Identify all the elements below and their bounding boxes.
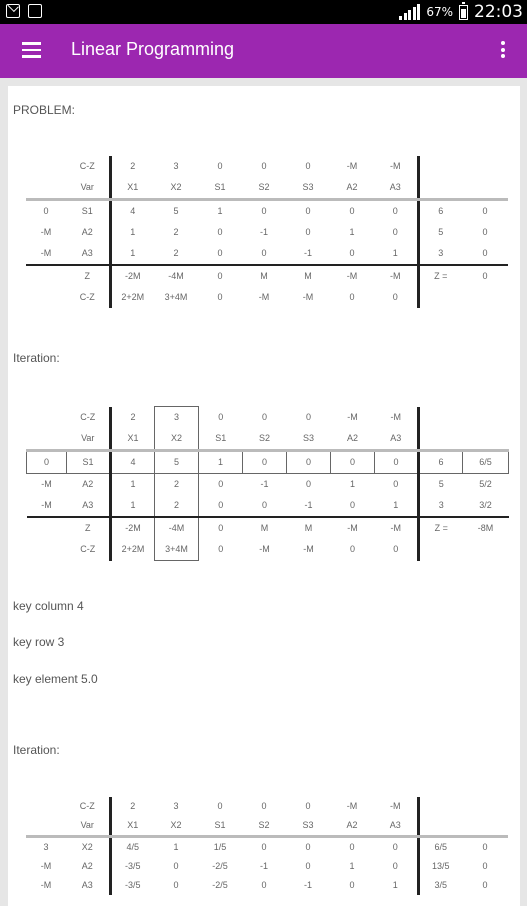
table-cell: 0 <box>217 292 223 302</box>
table-cell: -1 <box>287 495 331 517</box>
table-cell: 0 <box>331 451 375 474</box>
table-cell: 2 <box>110 797 154 816</box>
table-cell: 0 <box>218 523 224 533</box>
table-cell: 3/5 <box>418 876 462 895</box>
table-cell: 0 <box>217 801 223 811</box>
table-cell: -3/5 <box>110 857 154 876</box>
table-cell: A2 <box>330 816 374 837</box>
table-cell: 0 <box>305 801 311 811</box>
table-cell: 0 <box>242 243 286 265</box>
table-cell: -M <box>346 161 358 171</box>
table-cell: 6/5 <box>463 451 509 474</box>
table-cell: 0 <box>375 451 419 474</box>
table-cell: 0 <box>349 880 355 890</box>
table-row <box>27 428 509 451</box>
table-cell: 2 <box>110 156 154 177</box>
table-cell: 1 <box>111 474 155 496</box>
table-cell: 0 <box>482 206 488 216</box>
table-cell <box>462 797 508 816</box>
table-row <box>26 265 508 287</box>
table-cell: 0 <box>392 861 398 871</box>
table-cell: A2 <box>81 227 93 237</box>
table-cell: 0 <box>392 227 398 237</box>
table-cell: 2 <box>173 227 179 237</box>
table-cell: S1 <box>198 177 242 200</box>
table-cell: -M <box>303 544 314 555</box>
table-cell: -1 <box>286 243 330 265</box>
table-cell: 0 <box>305 161 311 171</box>
table-cell: -M <box>347 411 358 422</box>
table-cell: A2 <box>81 861 93 871</box>
table-cell: -1 <box>259 227 268 237</box>
table-cell: 0 <box>482 861 488 871</box>
table-row <box>26 156 508 177</box>
table-cell: -M <box>390 271 401 281</box>
key-element-label: key element 5.0 <box>13 672 98 686</box>
table-cell <box>463 407 509 429</box>
table-cell: A3 <box>81 880 93 890</box>
table-cell: 3 <box>173 161 179 171</box>
table-cell: 0 <box>198 243 242 265</box>
table-cell: -M <box>346 271 358 281</box>
table-cell: 1 <box>110 222 154 243</box>
app-bar <box>0 24 527 78</box>
table-cell: 0 <box>393 544 399 555</box>
table-cell: 4/5 <box>110 837 154 858</box>
key-column-label: key column 4 <box>13 599 84 613</box>
table-cell: A3 <box>66 243 110 265</box>
table-row <box>26 857 508 876</box>
table-cell: 5 <box>155 451 199 474</box>
table-cell: X1 <box>110 177 154 200</box>
simplex-table-iteration-1 <box>26 406 509 561</box>
table-cell: -4M <box>155 517 199 539</box>
table-cell: 0 <box>173 880 179 890</box>
table-cell: -2M <box>111 517 155 539</box>
iteration-label: Iteration: <box>13 351 60 365</box>
signal-icon <box>399 4 420 20</box>
table-row <box>26 177 508 200</box>
table-cell: -M <box>347 523 358 533</box>
table-cell: 0 <box>199 495 243 517</box>
table-cell: 0 <box>305 206 311 216</box>
table-cell: 1 <box>199 451 243 474</box>
table-cell: X2 <box>155 428 199 451</box>
table-cell: M <box>304 523 313 533</box>
table-cell: -4M <box>168 271 184 281</box>
table-row <box>27 495 509 517</box>
table-row <box>26 200 508 223</box>
table-cell: 0 <box>393 479 399 489</box>
table-cell: 0 <box>482 880 488 890</box>
table-cell: -M <box>26 243 66 265</box>
table-cell: -M <box>390 411 401 422</box>
table-cell: 0 <box>27 451 67 474</box>
table-cell: A3 <box>374 816 418 837</box>
table-cell: 2 <box>155 474 199 496</box>
table-cell: -M <box>40 227 52 237</box>
table-cell: 0 <box>217 161 223 171</box>
table-cell: Z <box>84 271 90 281</box>
table-cell: 1/5 <box>213 842 227 852</box>
table-cell: S2 <box>243 428 287 451</box>
table-cell: 3 <box>155 407 199 429</box>
table-cell: 0 <box>243 451 287 474</box>
table-cell: A3 <box>374 177 418 200</box>
table-cell: -M <box>40 861 52 871</box>
table-row <box>26 837 508 858</box>
table-cell: 0 <box>261 842 267 852</box>
table-cell: 1 <box>374 243 418 265</box>
table-cell: 0 <box>173 861 179 871</box>
table-cell: 0 <box>349 544 355 555</box>
table-cell: -M <box>40 880 52 890</box>
table-cell: 1 <box>375 495 419 517</box>
table-cell: 0 <box>218 411 224 422</box>
table-cell: C-Z <box>79 161 95 171</box>
table-cell: -M <box>258 292 270 302</box>
table-row <box>27 407 509 429</box>
table-cell: A2 <box>330 177 374 200</box>
table-cell: 0 <box>217 271 223 281</box>
table-cell: 1 <box>392 880 398 890</box>
table-cell <box>419 428 463 451</box>
table-cell: Z <box>85 523 91 533</box>
table-cell: 1 <box>110 243 154 265</box>
table-cell: X2 <box>154 816 198 837</box>
table-cell: -M <box>302 292 314 302</box>
table-cell: 4 <box>110 200 154 223</box>
table-cell: S1 <box>199 428 243 451</box>
table-cell: Z = <box>419 517 463 539</box>
table-cell: S1 <box>198 816 242 837</box>
table-cell <box>463 428 509 451</box>
table-cell: 2 <box>154 243 198 265</box>
more-options-icon[interactable] <box>501 41 505 61</box>
table-cell <box>419 407 463 429</box>
battery-icon <box>459 5 468 20</box>
table-cell: 0 <box>482 842 488 852</box>
table-cell: 0 <box>243 495 287 517</box>
table-cell: A3 <box>67 495 111 517</box>
table-cell: -1 <box>260 479 269 489</box>
table-cell: 0 <box>330 243 374 265</box>
table-cell: -1 <box>259 861 268 871</box>
table-cell: -2/5 <box>212 880 228 890</box>
table-cell: M <box>260 523 269 533</box>
table-row <box>26 287 508 308</box>
table-cell: -8M <box>477 523 494 533</box>
table-cell: 1 <box>349 861 355 871</box>
table-cell <box>462 156 508 177</box>
table-cell <box>418 287 462 308</box>
table-cell <box>418 177 462 200</box>
table-cell: 3 <box>418 243 462 265</box>
table-cell: C-Z <box>80 411 96 422</box>
table-cell: 2+2M <box>110 287 154 308</box>
mail-icon <box>6 4 20 18</box>
table-cell: 5 <box>173 206 179 216</box>
table-cell: 0 <box>349 292 355 302</box>
table-cell: 0 <box>305 842 311 852</box>
table-cell: 5 <box>418 222 462 243</box>
table-cell <box>26 177 66 200</box>
table-cell: 2 <box>111 407 155 429</box>
problem-label: PROBLEM: <box>13 103 76 117</box>
table-cell <box>419 539 463 561</box>
table-cell: 5 <box>419 474 463 496</box>
table-cell: S1 <box>67 451 111 474</box>
battery-percent: 67% <box>426 5 453 19</box>
table-cell: M <box>304 271 312 281</box>
table-cell: 0 <box>482 227 488 237</box>
table-cell: 0 <box>217 227 223 237</box>
table-cell: -3/5 <box>110 876 154 895</box>
table-cell: -M <box>346 801 358 811</box>
table-cell: Var <box>66 816 110 837</box>
table-cell <box>463 539 509 561</box>
table-cell: 0 <box>305 861 311 871</box>
table-cell: 0 <box>261 161 267 171</box>
table-cell: -M <box>27 495 67 517</box>
table-cell: 0 <box>392 292 398 302</box>
table-cell: S3 <box>286 816 330 837</box>
table-cell: 2+2M <box>111 539 155 561</box>
table-cell <box>27 539 67 561</box>
table-cell <box>462 287 508 308</box>
table-cell: 0 <box>261 411 267 422</box>
table-cell: S2 <box>242 816 286 837</box>
table-cell: X1 <box>111 428 155 451</box>
table-row <box>27 517 509 539</box>
table-cell <box>418 797 462 816</box>
table-cell: C-Z <box>80 544 96 555</box>
table-cell: X2 <box>154 177 198 200</box>
table-cell: 6 <box>418 200 462 223</box>
table-cell: A2 <box>82 479 94 489</box>
table-cell: 6/5 <box>418 837 462 858</box>
table-cell: 0 <box>305 411 311 422</box>
table-cell <box>27 517 67 539</box>
table-cell <box>26 156 66 177</box>
table-cell <box>418 816 462 837</box>
table-cell: 3 <box>173 801 179 811</box>
table-cell <box>27 407 67 429</box>
table-cell: Z = <box>418 265 462 287</box>
table-cell: 3+4M <box>164 292 188 302</box>
table-row <box>26 243 508 265</box>
table-cell: 2 <box>155 495 199 517</box>
table-cell: 0 <box>462 243 508 265</box>
table-row <box>27 474 509 496</box>
table-cell: 0 <box>261 206 267 216</box>
table-cell: 13/5 <box>418 857 462 876</box>
table-cell: -M <box>390 801 401 811</box>
table-cell: X1 <box>110 816 154 837</box>
table-cell: A2 <box>331 428 375 451</box>
simplex-table-iteration-2 <box>26 797 508 895</box>
table-cell: S1 <box>81 206 93 216</box>
table-cell: -2M <box>110 265 154 287</box>
table-cell <box>26 797 66 816</box>
table-cell: S2 <box>242 177 286 200</box>
table-cell: -2/5 <box>212 861 228 871</box>
table-cell: 3 <box>419 495 463 517</box>
table-cell: -M <box>259 544 270 555</box>
table-cell: 0 <box>482 271 488 281</box>
table-row <box>26 222 508 243</box>
table-cell <box>26 265 66 287</box>
table-cell: Var <box>67 428 111 451</box>
menu-icon[interactable] <box>22 42 41 58</box>
table-cell: 1 <box>217 206 223 216</box>
table-cell: 0 <box>349 206 355 216</box>
table-cell: 6 <box>419 451 463 474</box>
table-cell: 0 <box>287 451 331 474</box>
table-cell: 1 <box>349 227 355 237</box>
simplex-table-problem <box>26 156 508 308</box>
table-row <box>26 797 508 816</box>
table-cell: -1 <box>303 880 312 890</box>
table-row <box>27 539 509 561</box>
content-card <box>8 86 520 906</box>
table-cell: 4 <box>111 451 155 474</box>
table-cell: 3/2 <box>463 495 509 517</box>
status-bar <box>0 0 527 24</box>
table-cell: 0 <box>218 544 224 555</box>
table-cell: C-Z <box>79 292 95 302</box>
table-cell <box>462 177 508 200</box>
table-cell: 0 <box>43 206 49 216</box>
table-cell: 0 <box>349 842 355 852</box>
table-cell: 1 <box>349 479 355 489</box>
table-cell: -M <box>390 161 401 171</box>
table-cell: 0 <box>331 495 375 517</box>
iteration-label: Iteration: <box>13 743 60 757</box>
table-cell <box>26 816 66 837</box>
table-cell <box>418 156 462 177</box>
clock: 22:03 <box>474 2 523 22</box>
table-cell: S3 <box>287 428 331 451</box>
key-row-label: key row 3 <box>13 635 65 649</box>
app-title: Linear Programming <box>71 39 235 59</box>
table-cell <box>462 816 508 837</box>
table-row <box>26 876 508 895</box>
image-icon <box>28 4 42 18</box>
table-cell: C-Z <box>79 801 95 811</box>
table-cell: Var <box>66 177 110 200</box>
table-row <box>26 816 508 837</box>
table-cell: 0 <box>261 801 267 811</box>
table-cell: M <box>260 271 268 281</box>
table-cell: -M <box>390 523 401 533</box>
table-cell: 1 <box>173 842 179 852</box>
table-cell: -M <box>41 479 52 489</box>
table-cell: 0 <box>392 206 398 216</box>
table-cell: 3 <box>43 842 49 852</box>
table-cell <box>27 428 67 451</box>
table-cell: A3 <box>375 428 419 451</box>
table-cell: 3+4M <box>155 539 199 561</box>
table-cell: 0 <box>218 479 224 489</box>
table-cell: 5/2 <box>479 479 492 489</box>
table-row <box>27 451 509 474</box>
table-cell: 0 <box>261 880 267 890</box>
table-cell: 1 <box>111 495 155 517</box>
table-cell: S3 <box>286 177 330 200</box>
table-cell <box>26 287 66 308</box>
table-cell: 0 <box>392 842 398 852</box>
table-cell: X2 <box>81 842 93 852</box>
table-cell: 0 <box>305 479 311 489</box>
table-cell: 0 <box>305 227 311 237</box>
